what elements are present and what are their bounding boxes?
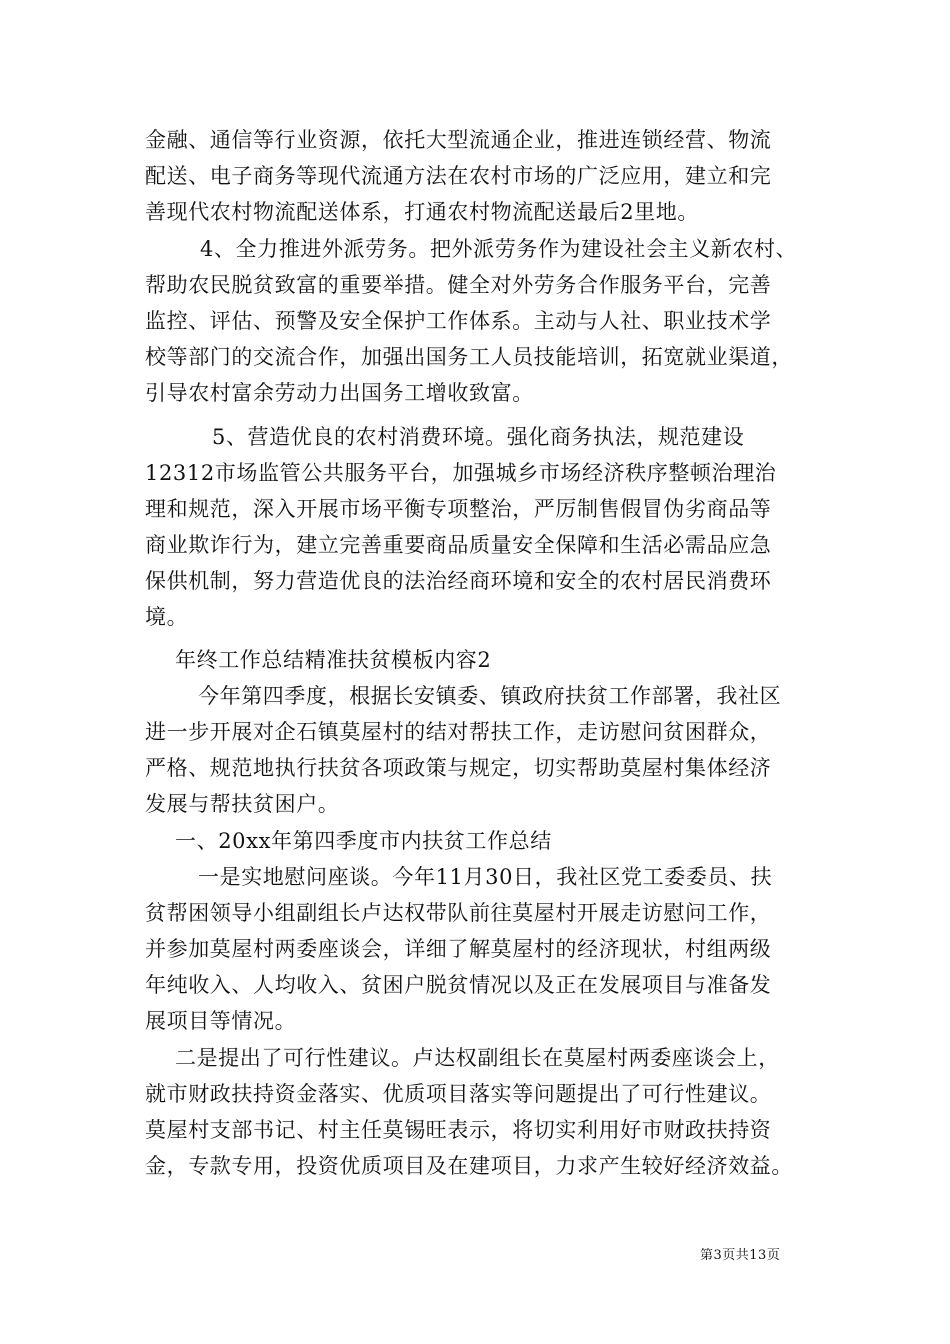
paragraph-line: 二是提出了可行性建议。卢达权副组长在莫屋村两委座谈会上，	[175, 1046, 780, 1070]
paragraph-line: 严格、规范地执行扶贫各项政策与规定，切实帮助莫屋村集体经济	[145, 756, 772, 780]
paragraph-line: 商业欺诈行为，建立完善重要商品质量安全保障和生活必需品应急	[145, 533, 772, 557]
section-heading: 年终工作总结精准扶贫模板内容2	[175, 648, 492, 672]
paragraph-line: 4、全力推进外派劳务。把外派劳务作为建设社会主义新农村、	[200, 237, 798, 261]
paragraph-line: 监控、评估、预警及安全保护工作体系。主动与人社、职业技术学	[145, 309, 772, 333]
paragraph-line: 帮助农民脱贫致富的重要举措。健全对外劳务合作服务平台，完善	[145, 273, 772, 297]
section-heading: 一、20xx年第四季度市内扶贫工作总结	[175, 829, 552, 853]
paragraph-line: 12312市场监管公共服务平台，加强城乡市场经济秩序整顿治理治	[145, 461, 777, 485]
paragraph-line: 今年第四季度，根据长安镇委、镇政府扶贫工作部署，我社区	[198, 684, 782, 708]
paragraph-line: 5、营造优良的农村消费环境。强化商务执法，规范建设	[212, 425, 745, 449]
paragraph-line: 并参加莫屋村两委座谈会，详细了解莫屋村的经济现状，村组两级	[145, 937, 772, 961]
paragraph-line: 一是实地慰问座谈。今年11月30日，我社区党工委委员、扶	[198, 865, 773, 889]
paragraph-line: 展项目等情况。	[145, 1009, 297, 1033]
paragraph-line: 进一步开展对企石镇莫屋村的结对帮扶工作，走访慰问贫困群众，	[145, 720, 772, 744]
paragraph-line: 金融、通信等行业资源，依托大型流通企业，推进连锁经营、物流	[145, 128, 772, 152]
paragraph-line: 善现代农村物流配送体系，打通农村物流配送最后2里地。	[145, 200, 699, 224]
paragraph-line: 年纯收入、人均收入、贫困户脱贫情况以及正在发展项目与准备发	[145, 973, 772, 997]
paragraph-line: 境。	[145, 605, 189, 629]
paragraph-line: 校等部门的交流合作，加强出国务工人员技能培训，拓宽就业渠道，	[145, 345, 793, 369]
paragraph-line: 保供机制，努力营造优良的法治经商环境和安全的农村居民消费环	[145, 569, 772, 593]
paragraph-line: 配送、电子商务等现代流通方法在农村市场的广泛应用，建立和完	[145, 164, 772, 188]
page-number-footer: 第3页共13页	[700, 1248, 781, 1263]
paragraph-line: 引导农村富余劳动力出国务工增收致富。	[145, 381, 534, 405]
paragraph-line: 金，专款专用，投资优质项目及在建项目，力求产生较好经济效益。	[145, 1154, 793, 1178]
paragraph-line: 贫帮困领导小组副组长卢达权带队前往莫屋村开展走访慰问工作，	[145, 901, 772, 925]
paragraph-line: 发展与帮扶贫困户。	[145, 792, 340, 816]
paragraph-line: 理和规范，深入开展市场平衡专项整治，严厉制售假冒伪劣商品等	[145, 497, 772, 521]
paragraph-line: 莫屋村支部书记、村主任莫锡旺表示，将切实利用好市财政扶持资	[145, 1118, 772, 1142]
paragraph-line: 就市财政扶持资金落实、优质项目落实等问题提出了可行性建议。	[145, 1082, 772, 1106]
